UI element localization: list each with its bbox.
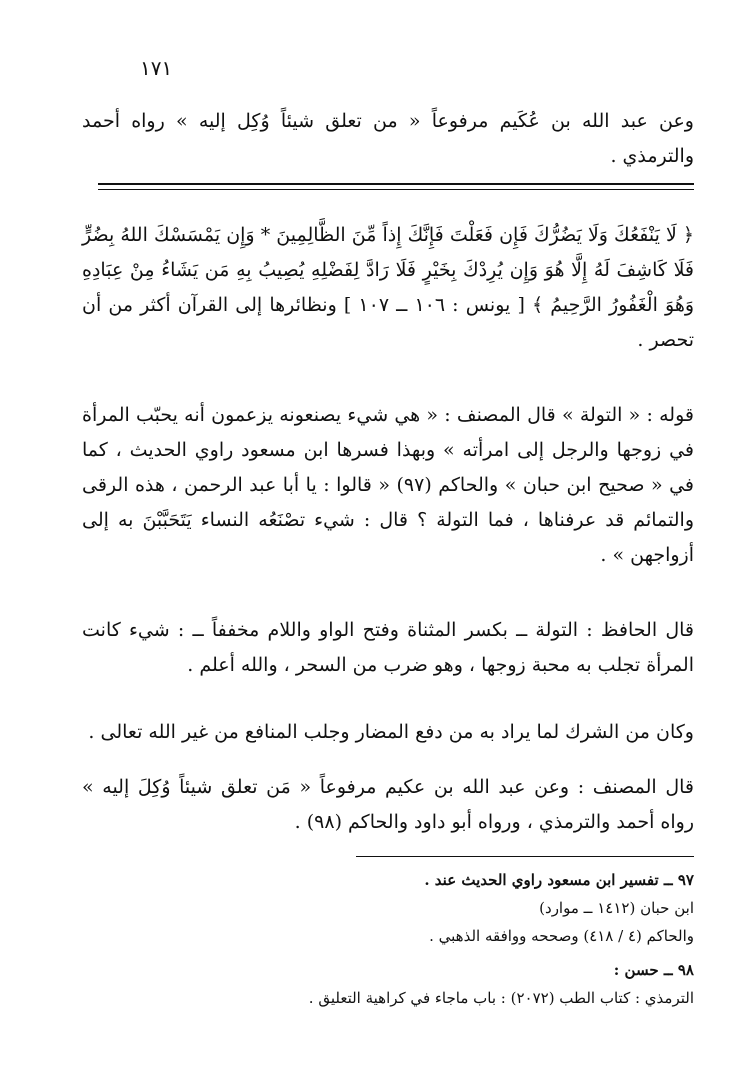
footnotes (150, 866, 694, 1012)
footnote-97-line-2: ابن حبان (١٤١٢ ــ موارد) (539, 899, 694, 917)
footnote-97-line-1: ٩٧ ــ تفسير ابن مسعود راوي الحديث عند . (424, 871, 694, 889)
tiwala-paragraph: قوله : « التولة » قال المصنف : « هي شيء يصنعونه يزعمون أنه يحبّب المرأة في زوجها والرجل إلى امرأته » وبهذا فسرها ابن مسعود راوي الحديث ، كما في « صحيح ابن حبان » والحاكم (٩٧) « قالوا : يا أبا عبد الرحمن ، هذه الرقى والتمائم قد عرفناها ، فما التولة ؟ قال : شيء تصْنَعُه النساء يَتَحَبَّبْنَ به إلى أزواجهن » . (82, 404, 694, 566)
quran-paragraph: ﴿ لَا يَنْفَعُكَ وَلَا يَضُرُّكَ فَإِن فَعَلْتَ فَإِنَّكَ إِذاً مِّنَ الظَّالِمِينَ * وَإِن يَمْسَسْكَ اللهُ بِضُرٍّ فَلَا كَاشِفَ لَهُ إِلَّا هُوَ وَإِن يُرِدْكَ بِخَيْرٍ فَلَا رَادَّ لِفَضْلِهِ يُصِيبُ بِهِ مَن يَشَاءُ مِنْ عِبَادِهِ وَهُوَ الْغَفُورُ الرَّحِيمُ ﴾ [ يونس : ١٠٦ ــ ١٠٧ ] ونظائرها إلى القرآن أكثر من أن تحصر . (82, 224, 695, 351)
shirk-paragraph: وكان من الشرك لما يراد به من دفع المضار وجلب المنافع من غير الله تعالى . (88, 721, 694, 743)
footnote-rule (356, 856, 694, 857)
footnote-98-line-2: الترمذي : كتاب الطب (٢٠٧٢) : باب ماجاء في كراهية التعليق . (308, 989, 694, 1007)
hafiz-paragraph: قال الحافظ : التولة ــ بكسر المثناة وفتح الواو واللام مخففاً ــ : شيء كانت المرأة تجلب به محبة زوجها ، وهو ضرب من السحر ، والله أعلم . (82, 619, 694, 676)
page-number: ١٧١ (140, 56, 173, 80)
footnote-98-line-1: ٩٨ ــ حسن : (613, 961, 694, 979)
musannif-paragraph: قال المصنف : وعن عبد الله بن عكيم مرفوعاً « مَن تعلق شيئاً وُكِلَ إليه » رواه أحمد والترمذي ، ورواه أبو داود والحاكم (٩٨) . (82, 776, 694, 833)
footnote-97-line-3: والحاكم (٤ / ٤١٨) وصححه ووافقه الذهبي . (429, 927, 694, 945)
double-rule-top (98, 183, 694, 185)
top-paragraph: وعن عبد الله بن عُكَيم مرفوعاً « من تعلق شيئاً وُكِل إليه » رواه أحمد والترمذي . (82, 110, 694, 167)
double-rule-bottom (98, 189, 694, 190)
